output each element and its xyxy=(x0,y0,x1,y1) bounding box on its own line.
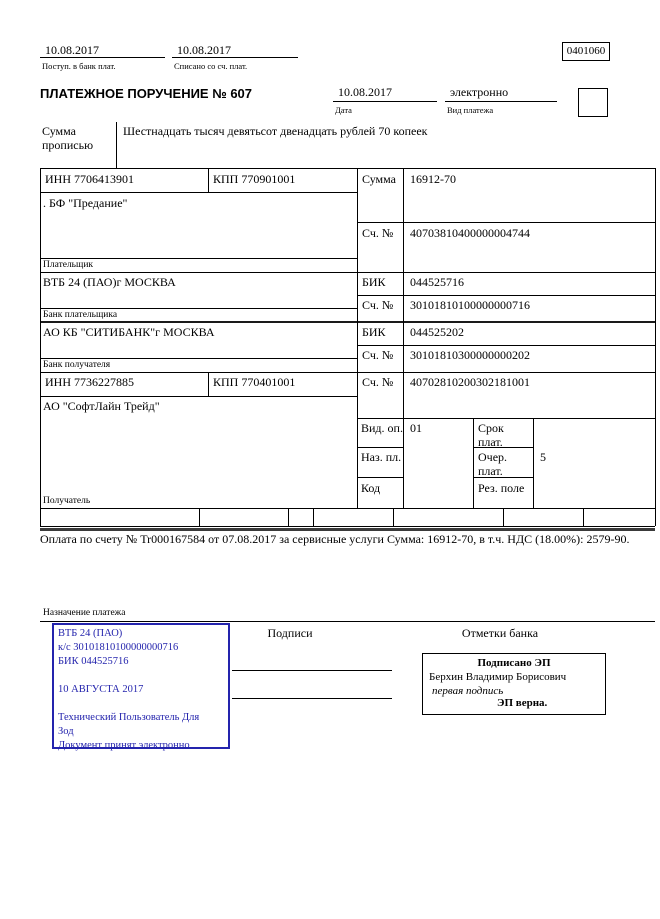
payer-kpp: КПП 770901001 xyxy=(213,172,296,186)
payer-name: . БФ "Предание" xyxy=(43,196,128,210)
amount-label: Сумма xyxy=(362,172,396,186)
payment-kind-label: Вид платежа xyxy=(447,105,494,115)
form-code: 0401060 xyxy=(566,45,606,57)
amount-value: 16912-70 xyxy=(410,172,456,186)
payee-bank-account-label: Сч. № xyxy=(362,348,394,362)
payer-bank-label: Банк плательщика xyxy=(43,310,118,320)
amount-words-divider xyxy=(116,122,117,168)
table-bottom-line xyxy=(40,528,655,531)
purpose-text: Оплата по счету № Tr000167584 от 07.08.2017 за сервисные услуги Сумма: 16912-70, в т.ч. НДС (18.00%): 2579-90. xyxy=(40,532,630,546)
bank-marks-header: Отметки банка xyxy=(461,626,539,640)
stamp-date: 10 АВГУСТА 2017 xyxy=(58,684,144,695)
stamp-corr-account: к/с 30101810100000000716 xyxy=(58,642,179,653)
pay-order-label: Очер. плат. xyxy=(478,450,508,478)
payee-account-label: Сч. № xyxy=(362,375,394,389)
payer-bank-name: ВТБ 24 (ПАО)г МОСКВА xyxy=(43,275,176,289)
table-line xyxy=(40,192,357,193)
pay-purpose-code-label: Наз. пл. xyxy=(361,450,402,464)
debited-date-label: Списано со сч. плат. xyxy=(174,61,248,71)
pay-order-value: 5 xyxy=(540,450,546,464)
table-line xyxy=(288,508,289,526)
purpose-label: Назначение платежа xyxy=(43,608,126,618)
doc-date-value: 10.08.2017 xyxy=(338,85,392,99)
payer-bank-bik-label: БИК xyxy=(362,275,386,289)
amount-words-label: Сумма прописью xyxy=(42,124,94,152)
stamp-user: Технический Пользователь Для Зод xyxy=(58,712,200,737)
esign-kind: первая подпись xyxy=(432,685,504,697)
table-line xyxy=(533,418,534,508)
table-line xyxy=(655,168,656,508)
stamp-bik: БИК 044525716 xyxy=(58,656,129,667)
payee-bank-bik-label: БИК xyxy=(362,325,386,339)
table-line xyxy=(503,508,504,526)
table-line xyxy=(40,372,655,373)
table-line xyxy=(357,222,655,223)
table-line xyxy=(208,168,209,192)
payer-bank-bik-value: 044525716 xyxy=(410,275,464,289)
table-line xyxy=(40,168,41,508)
table-line xyxy=(40,396,357,397)
amount-words-value: Шестнадцать тысяч девятьсот двенадцать рублей 70 копеек xyxy=(123,124,428,138)
form-code-box xyxy=(562,42,610,61)
esign-signer: Берхин Владимир Борисович xyxy=(429,671,567,683)
table-line xyxy=(40,526,655,527)
op-type-value: 01 xyxy=(410,421,422,435)
signature-line-1 xyxy=(232,670,392,671)
payment-kind-line xyxy=(445,101,557,102)
table-line xyxy=(40,258,357,259)
table-line xyxy=(208,372,209,396)
table-line xyxy=(40,308,357,309)
payment-kind-checkbox xyxy=(578,88,608,117)
payee-kpp: КПП 770401001 xyxy=(213,375,296,389)
payee-account-value: 40702810200302181001 xyxy=(410,375,530,389)
payee-bank-label: Банк получателя xyxy=(43,360,111,370)
payer-inn: ИНН 7706413901 xyxy=(45,172,134,186)
table-line xyxy=(357,345,655,346)
esign-verified: ЭП верна. xyxy=(497,697,548,709)
payer-bank-account-value: 30101810100000000716 xyxy=(410,298,530,312)
doc-date-line xyxy=(333,101,437,102)
signatures-header: Подписи xyxy=(267,626,313,640)
table-line xyxy=(403,168,404,508)
table-line xyxy=(357,477,403,478)
payee-bank-name: АО КБ "СИТИБАНК"г МОСКВА xyxy=(43,325,215,339)
table-line xyxy=(40,508,41,526)
table-line xyxy=(357,418,655,419)
table-line xyxy=(313,508,314,526)
code-label: Код xyxy=(361,481,381,495)
payer-account-value: 40703810400000004744 xyxy=(410,226,530,240)
payee-inn: ИНН 7736227885 xyxy=(45,375,134,389)
received-date: 10.08.2017 xyxy=(45,43,99,57)
table-line xyxy=(40,508,655,509)
received-date-line xyxy=(40,57,165,58)
table-line xyxy=(40,358,357,359)
doc-date-label: Дата xyxy=(335,105,352,115)
signature-line-2 xyxy=(232,698,392,699)
table-line xyxy=(357,168,358,508)
table-line xyxy=(655,508,656,526)
payee-name: АО "СофтЛайн Трейд" xyxy=(43,399,160,413)
debited-date: 10.08.2017 xyxy=(177,43,231,57)
esign-title: Подписано ЭП xyxy=(477,657,551,669)
doc-title: ПЛАТЕЖНОЕ ПОРУЧЕНИЕ № 607 xyxy=(40,86,253,101)
esign-box xyxy=(422,653,606,715)
payment-kind-value: электронно xyxy=(450,85,509,99)
table-line xyxy=(357,295,655,296)
table-line xyxy=(583,508,584,526)
purpose-line xyxy=(40,621,655,622)
table-line xyxy=(393,508,394,526)
op-type-label: Вид. оп. xyxy=(361,421,403,435)
received-date-label: Поступ. в банк плат. xyxy=(42,61,116,71)
debited-date-line xyxy=(172,57,298,58)
payee-bank-account-value: 30101810300000000202 xyxy=(410,348,530,362)
payee-label: Получатель xyxy=(43,496,91,506)
payee-bank-bik-value: 044525202 xyxy=(410,325,464,339)
payer-bank-account-label: Сч. № xyxy=(362,298,394,312)
table-line xyxy=(40,272,655,273)
table-line xyxy=(40,321,655,323)
table-line xyxy=(357,447,403,448)
bank-stamp xyxy=(52,623,230,749)
table-line xyxy=(40,168,655,169)
stamp-accepted: Документ принят электронно xyxy=(58,740,190,751)
pay-term-label: Срок плат. xyxy=(478,421,504,449)
stamp-bank-name: ВТБ 24 (ПАО) xyxy=(58,628,123,639)
table-line xyxy=(473,418,474,508)
res-field-label: Рез. поле xyxy=(478,481,525,495)
table-line xyxy=(199,508,200,526)
payer-label: Плательщик xyxy=(43,260,94,270)
payer-account-label: Сч. № xyxy=(362,226,394,240)
